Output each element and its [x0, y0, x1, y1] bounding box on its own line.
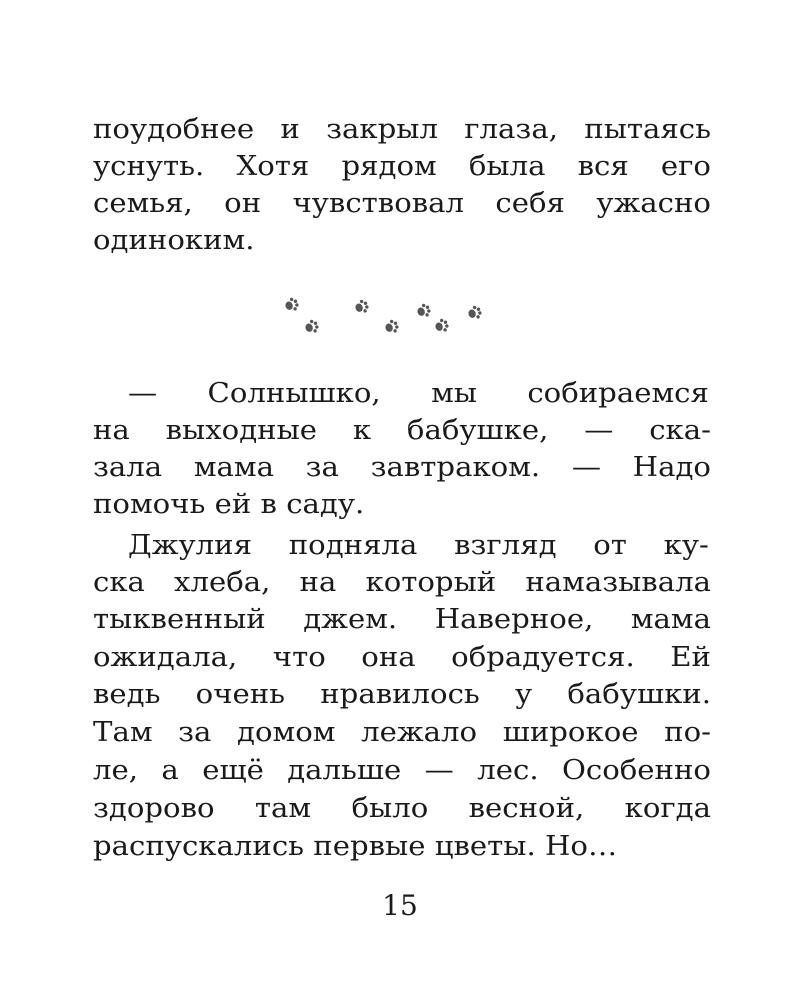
text-line: — Солнышко, мы собираемся	[128, 377, 709, 409]
text-line: зала мама за завтраком. — Надо	[93, 451, 711, 483]
page-number: 15	[382, 889, 418, 922]
paw-print	[383, 318, 400, 335]
paw-prints-icon	[275, 292, 495, 342]
paw-print	[466, 304, 483, 321]
text-line: ведь очень нравилось у бабушки.	[93, 678, 711, 710]
text-line: одиноким.	[93, 224, 255, 256]
text-line: ска хлеба, на который намазывала	[93, 566, 711, 598]
text-line: уснуть. Хотя рядом была вся его	[93, 150, 711, 182]
text-line: тыквенный джем. Наверное, мама	[93, 603, 711, 635]
paw-print	[283, 296, 300, 313]
text-line: семья, он чувствовал себя ужасно	[93, 187, 711, 219]
text-line: здорово там было весной, когда	[93, 792, 711, 824]
text-line: распускались первые цветы. Но…	[93, 830, 618, 862]
text-line: ожидала, что она обрадуется. Ей	[93, 641, 711, 673]
text-line: поудобнее и закрыл глаза, пытаясь	[93, 113, 711, 145]
text-line: Там за домом лежало широкое по-	[93, 716, 711, 748]
text-line: помочь ей в саду.	[93, 488, 365, 520]
paw-print	[303, 318, 320, 335]
text-line: Джулия подняла взгляд от ку-	[128, 529, 709, 561]
paw-print	[415, 302, 432, 319]
text-line: на выходные к бабушке, — ска-	[93, 414, 711, 446]
paw-print	[353, 298, 370, 315]
paw-print	[433, 317, 450, 334]
text-line: ле, а ещё дальше — лес. Особенно	[93, 754, 711, 786]
